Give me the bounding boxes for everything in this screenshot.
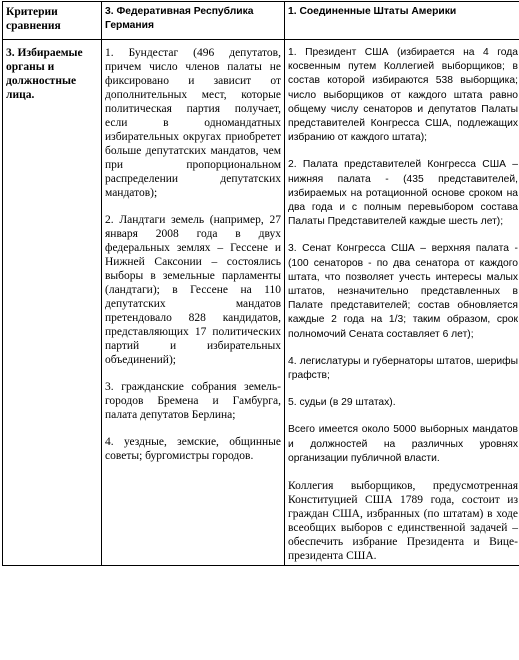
usa-item: 1. Президент США (избирается на 4 года косвенным путем Коллегией выборщиков; в состав которой избираются 538 выборщика; число выборщиков от каждого штата равно общему числу сенаторов и депутатов Палаты представителей Конгресса США, подлежащих избранию от каждого штата);: [288, 47, 518, 144]
usa-item: 3. Сенат Конгресса США – верхняя палата - (100 сенаторов - по два сенатора от каждого штата, что позволяет учесть интересы малых штатов, незначительно представленных в Палате представителей; состав обновляется каждые 2 года на 1/3; таким образом, срок полномочий Сената составляет 6 лет);: [288, 243, 518, 340]
criterion-text: 3. Избираемые органы и должностные лица.: [6, 47, 83, 101]
usa-item: 2. Палата представителей Конгресса США – нижняя палата - (435 представителей, избираемых на ротационной основе сроком на два года и с полным перевыбором состава Палаты Представителей каждые шесть лет);: [288, 159, 518, 228]
usa-item: 5. судьи (в 29 штатах).: [288, 397, 396, 409]
usa-item: Всего имеется около 5000 выборных мандатов и должностей на различных уровнях организации публичной власти.: [288, 424, 518, 464]
criterion-cell: [3, 40, 102, 566]
table-row: [3, 40, 519, 566]
germany-item: 4. уездные, земские, общинные советы; бургомистры городов.: [105, 436, 281, 462]
germany-cell: [102, 40, 285, 566]
header-germany: 3. Федеративная Республика Германия: [102, 2, 285, 40]
usa-cell: [285, 40, 519, 566]
germany-item: 1. Бундестаг (496 депутатов, причем число членов палаты не фиксировано и зависит от дополнительных мест, которые политическая партия получает, если в одномандатных избирательных округах приобретет больше депутатских мандатов, чем при пропорциональном распределении депутатских мандатов);: [105, 47, 281, 199]
header-criteria: Критерии сравнения: [3, 2, 102, 40]
usa-item: 4. легислатуры и губернаторы штатов, шерифы графств;: [288, 355, 518, 382]
comparison-table: [2, 1, 519, 566]
header-usa: 1. Соединенные Штаты Америки: [285, 2, 519, 40]
germany-item: 2. Ландтаги земель (например, 27 января 2008 года в двух федеральных землях – Гессене и Нижней Саксонии – состоялись выборы в земельные парламенты (ландтаги); в Гессене на 110 депутатских мандатов претендовало 828 кандидатов, представляющих 17 политических партий и избирательных объединений);: [105, 214, 281, 366]
table-header-row: [3, 2, 519, 40]
usa-item: Коллегия выборщиков, предусмотренная Конституцией США 1789 года, состоит из граждан США, избранных (по штатам) в ходе всеобщих выборов с единственной задачей – обеспечить избрание Президента и Вице-президента США.: [288, 480, 518, 563]
germany-item: 3. гражданские собрания земель-городов Бремена и Гамбурга, палата депутатов Берлина;: [105, 381, 281, 421]
